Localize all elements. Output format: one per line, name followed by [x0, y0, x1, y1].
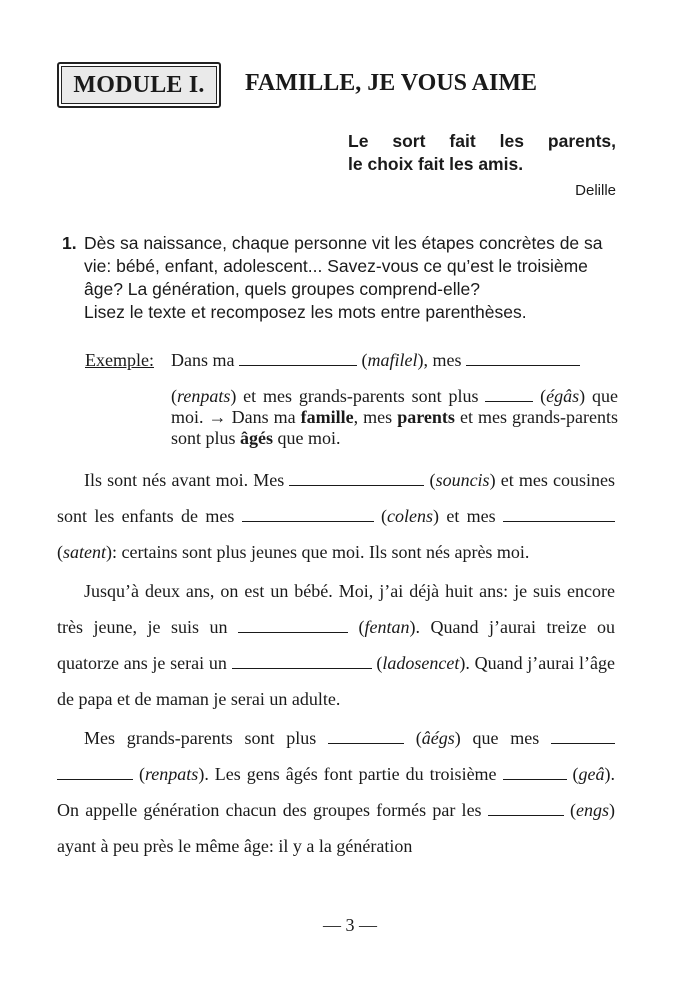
blank-field[interactable]	[485, 387, 533, 402]
example-text: Dans ma	[171, 350, 239, 370]
textbook-page: MODULE I. FAMILLE, JE VOUS AIME Le sort fait les parents, le choix fait les amis. Delille 1. Dès sa naissance, chaque personne vit les étapes concrètes de sa vie: bébé, enfant, adolescent... Savez-vous ce qu’est le troisième âge? La génération, quels groupes comprend-elle? Lisez le texte et recomposez les mots entre parenthèses. Exemple: Dans ma (mafilel), mes (renpats) et mes grands-parents sont plus (égâs) que moi. → Dans ma famille, mes parents et mes grands-parents sont plus âgés que moi. Ils sont nés avant moi. Mes (souncis) et mes cousines sont les enfants de mes (colens) et mes (satent): certains sont plus jeunes que moi. Ils sont nés après moi. Jusqu’à deux ans, on est un bébé. Moi, j’ai déjà huit ans: je suis encore très jeune, je suis un (fentan). Quand j’aurai treize ou quatorze ans je serai un (ladosencet). Quand j’aurai l’âge de papa et de maman je serai un adulte. Mes grands-parents sont plus (âégs) que mes (renpats). Les gens âgés font partie du troisième (geâ). On appelle génération chacun des groupes formés par les (engs) ayant à peu près le même âge: il y a la génération — 3 —	[0, 0, 700, 1000]
example-text: et mes grands-parents sont plus	[236, 386, 486, 406]
scrambled-word: égâs	[546, 386, 580, 406]
scrambled-word: geâ	[578, 764, 605, 784]
paragraph-2: Jusqu’à deux ans, on est un bébé. Moi, j’ai déjà huit ans: je suis encore très jeune, je suis un (fentan). Quand j’aurai treize ou quatorze ans je serai un (ladosencet). Quand j’aurai l’âge de papa et de maman je serai un adulte.	[57, 581, 616, 709]
paragraph-text: Ils sont nés avant moi. Mes	[84, 470, 290, 490]
scrambled-word: souncis	[435, 470, 490, 490]
scrambled-word: fentan	[364, 617, 410, 637]
blank-field[interactable]	[503, 507, 615, 522]
epigraph-quote	[348, 130, 616, 176]
paragraph-text: . Les gens âgés font partie du troisième	[204, 764, 503, 784]
blank-field[interactable]	[289, 471, 424, 486]
blank-field[interactable]	[466, 351, 580, 366]
scrambled-word: satent	[63, 542, 106, 562]
paragraph-text: . On appelle génération chacun des groupes formés par les	[57, 764, 615, 820]
scrambled-word: renpats	[144, 764, 199, 784]
blank-field[interactable]	[232, 654, 372, 669]
exercise-text	[57, 462, 615, 867]
example-label: Exemple:	[85, 350, 154, 370]
paragraph-text: Jusqu’à deux ans, on est un bébé. Moi, j’ai déjà huit ans: je suis encore très jeune, je suis un	[57, 581, 615, 637]
paragraph-text: Mes grands-parents sont plus	[84, 728, 328, 748]
module-label-box	[57, 62, 221, 108]
exercise-number: 1.	[62, 233, 77, 253]
scrambled-word: renpats	[177, 386, 231, 406]
scrambled-word: ladosencet	[382, 653, 460, 673]
module-title: FAMILLE, JE VOUS AIME	[245, 70, 538, 96]
exercise-question: Dès sa naissance, chaque personne vit les étapes concrètes de sa vie: bébé, enfant, adolescent... Savez-vous ce qu’est le troisième âge? La génération, quels groupes comprend-elle?	[84, 233, 603, 299]
example-text: que moi. → Dans ma	[171, 386, 618, 427]
scrambled-word: âégs	[421, 728, 455, 748]
paragraph-text: et mes	[439, 506, 504, 526]
blank-field[interactable]	[328, 729, 404, 744]
example-text: , mes	[353, 407, 398, 427]
blank-field[interactable]	[57, 765, 133, 780]
epigraph-line-1: Le sort fait les parents,	[348, 131, 616, 151]
exercise-instruction	[62, 232, 618, 324]
page-number: — 3 —	[323, 915, 377, 935]
blank-field[interactable]	[242, 507, 374, 522]
epigraph-author: Delille	[575, 182, 616, 199]
example-text: et mes grands-parents sont plus	[171, 407, 618, 448]
paragraph-text: et mes cousines sont les enfants de mes	[57, 470, 615, 526]
example-text: , mes	[423, 350, 466, 370]
epigraph-line-2: le choix fait les amis.	[348, 154, 524, 174]
scrambled-word: colens	[387, 506, 433, 526]
blank-field[interactable]	[239, 351, 357, 366]
paragraph-text: : certains sont plus jeunes que moi. Ils sont nés après moi.	[112, 542, 530, 562]
paragraph-text: ayant à peu près le même âge: il y a la génération	[57, 836, 413, 856]
blank-field[interactable]	[238, 618, 348, 633]
module-label: MODULE I.	[61, 66, 217, 104]
blank-field[interactable]	[488, 801, 564, 816]
exercise-task: Lisez le texte et recomposez les mots entre parenthèses.	[84, 302, 527, 322]
answer-word: âgés	[240, 428, 274, 448]
scrambled-word: engs	[576, 800, 609, 820]
answer-word: parents	[397, 407, 455, 427]
paragraph-text: . Quand j’aurai treize ou quatorze ans je serai un	[57, 617, 616, 673]
paragraph-text: . Quand j’aurai l’âge de papa et de maman je serai un adulte.	[57, 653, 615, 709]
blank-field[interactable]	[551, 729, 615, 744]
paragraph-text: que mes	[460, 728, 551, 748]
blank-field[interactable]	[503, 765, 567, 780]
answer-word: famille	[300, 407, 354, 427]
paragraph-1: Ils sont nés avant moi. Mes (souncis) et mes cousines sont les enfants de mes (colens) et mes (satent): certains sont plus jeunes que moi. Ils sont nés après moi.	[57, 470, 615, 562]
scrambled-word: mafilel	[367, 350, 418, 370]
example-text: que moi.	[273, 428, 341, 448]
paragraph-3: Mes grands-parents sont plus (âégs) que mes (renpats). Les gens âgés font partie du troisième (geâ). On appelle génération chacun des groupes formés par les (engs) ayant à peu près le même âge: il y a la génération	[57, 728, 615, 856]
